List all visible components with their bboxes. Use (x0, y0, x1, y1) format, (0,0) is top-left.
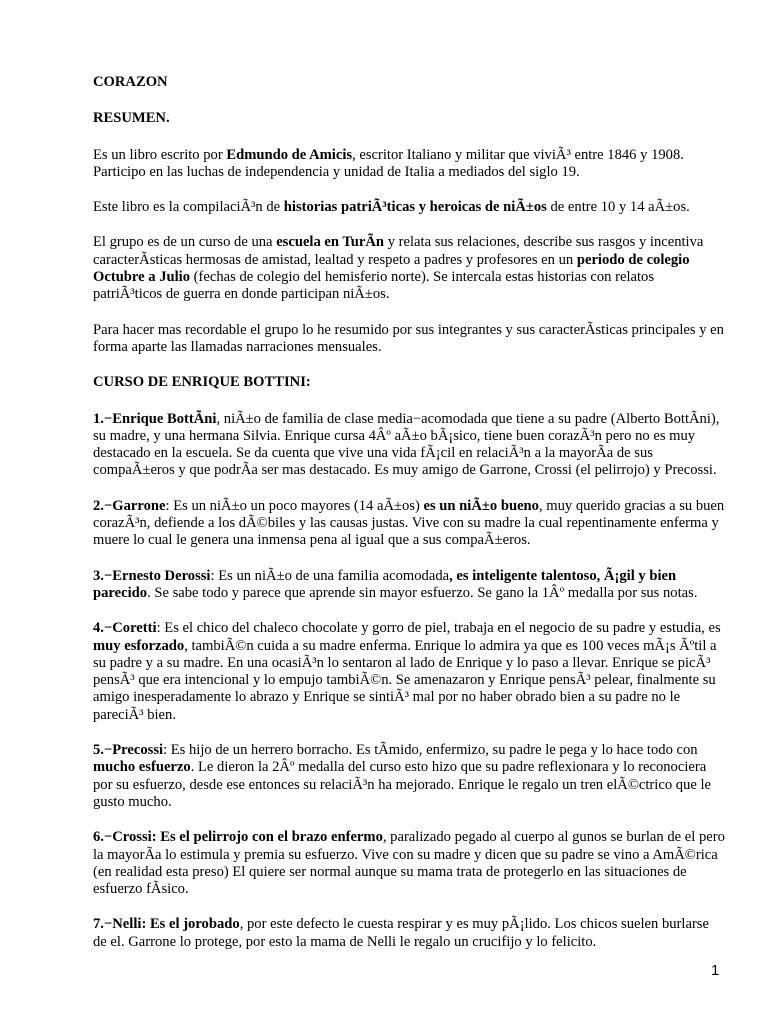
document-page (93, 74, 725, 969)
entry-nelli: 7.−Nelli: Es el jorobado, por este defecto le cuesta respirar y es muy pÃ¡lido. Los chicos suelen burlarse de el. Garrone lo protege, por esto la mama de Nelli le regalo un crucifijo y lo felicito. (93, 916, 709, 950)
paragraph-school: El grupo es de un curso de una escuela en TurÃn y relata sus relaciones, describe sus rasgos y incentiva caracterÃsticas hermosas de amistad, lealtad y respeto a padres y profesores en un periodo de colegio Octubre a Julio (fechas de colegio del hemisferio norte). Se intercala estas historias con relatos patriÃ³ticos de guerra en donde participan niÃ±os. (93, 234, 704, 303)
paragraph-compilation: Este libro es la compilaciÃ³n de historias patriÃ³ticas y heroicas de niÃ±os de entre 10 y 14 aÃ±os. (93, 199, 690, 216)
author-name: Edmundo de Amicis (226, 146, 353, 163)
entry-enrique: 1.−Enrique BottÃni, niÃ±o de familia de clase media−acomodada que tiene a su padre (Alberto BottÃni), su madre, y una hermana Silvia. Enrique cursa 4Âº aÃ±o bÃ¡sico, tiene buen corazÃ³n pero no es muy destacado en la escuela. Se da cuenta que vive una vida fÃ¡cil en relaciÃ³n a la mayorÃa de sus compaÃ±eros y que podrÃa ser mas destacado. Es muy amigo de Garrone, Crossi (el pelirrojo) y Precossi. (93, 410, 720, 479)
entry-coretti: 4.−Coretti: Es el chico del chaleco chocolate y gorro de piel, trabaja en el negocio de su padre y estudia, es muy esforzado, tambiÃ©n cuida a su madre enferma. Enrique lo admira ya que es 100 veces mÃ¡s Ãºtil a su padre y a su madre. En una ocasiÃ³n lo sentaron al lado de Enrique y lo paso a llevar. Enrique se picÃ³ pensÃ³ que era intencional y lo empujo tambiÃ©n. Se amenazaron y Enrique pensÃ³ pelear, finalmente su amigo inesperadamente lo abrazo y Enrique se sintiÃ³ mal por no haber obrado bien a su padre no le pareciÃ³ bien. (93, 620, 721, 723)
resumen-heading: RESUMEN. (93, 110, 170, 127)
entry-garrone: 2.−Garrone: Es un niÃ±o un poco mayores (14 aÃ±os) es un niÃ±o bueno, muy querido gracias a su buen corazÃ³n, defiende a los dÃ©biles y las causas justas. Vive con su madre la cual repentinamente enferma y muere lo cual le genera una inmensa pena al igual que a sus compaÃ±eros. (93, 497, 725, 549)
curso-heading: CURSO DE ENRIQUE BOTTINI: (93, 374, 311, 391)
entry-crossi: 6.−Crossi: Es el pelirrojo con el brazo enfermo, paralizado pegado al cuerpo al gunos se burlan de el pero la mayorÃa lo estimula y premia su esfuerzo. Vive con su madre y dicen que su padre se vino a AmÃ©rica (en realidad esta preso) El quiere ser normal aunque su mama trata de protegerlo en las situaciones de esfuerzo fÃsico. (93, 829, 725, 898)
paragraph-summary-note: Para hacer mas recordable el grupo lo he resumido por sus integrantes y sus caracterÃsticas principales y en forma aparte las llamadas narraciones mensuales. (93, 321, 724, 355)
entry-derossi: 3.−Ernesto Derossi: Es un niÃ±o de una familia acomodada, es inteligente talentoso, Ã¡gil y bien parecido. Se sabe todo y parece que aprende sin mayor esfuerzo. Se gano la 1Âº medalla por sus notas. (93, 567, 698, 601)
page-number: 1 (711, 962, 720, 979)
document-title: CORAZON (93, 74, 168, 90)
entry-precossi: 5.−Precossi: Es hijo de un herrero borracho. Es tÃmido, enfermizo, su padre le pega y lo hace todo con mucho esfuerzo. Le dieron la 2Âº medalla del curso esto hizo que su padre reflexionara y lo reconociera por su esfuerzo, desde ese entonces su relaciÃ³n ha mejorado. Enrique le regalo un tren elÃ©ctrico que le gusto mucho. (93, 742, 712, 810)
paragraph-author: Es un libro escrito por Edmundo de Amicis, escritor Italiano y militar que viviÃ³ entre 1846 y 1908. Participo en las luchas de independencia y unidad de Italia a mediados del siglo 19. (93, 146, 684, 180)
